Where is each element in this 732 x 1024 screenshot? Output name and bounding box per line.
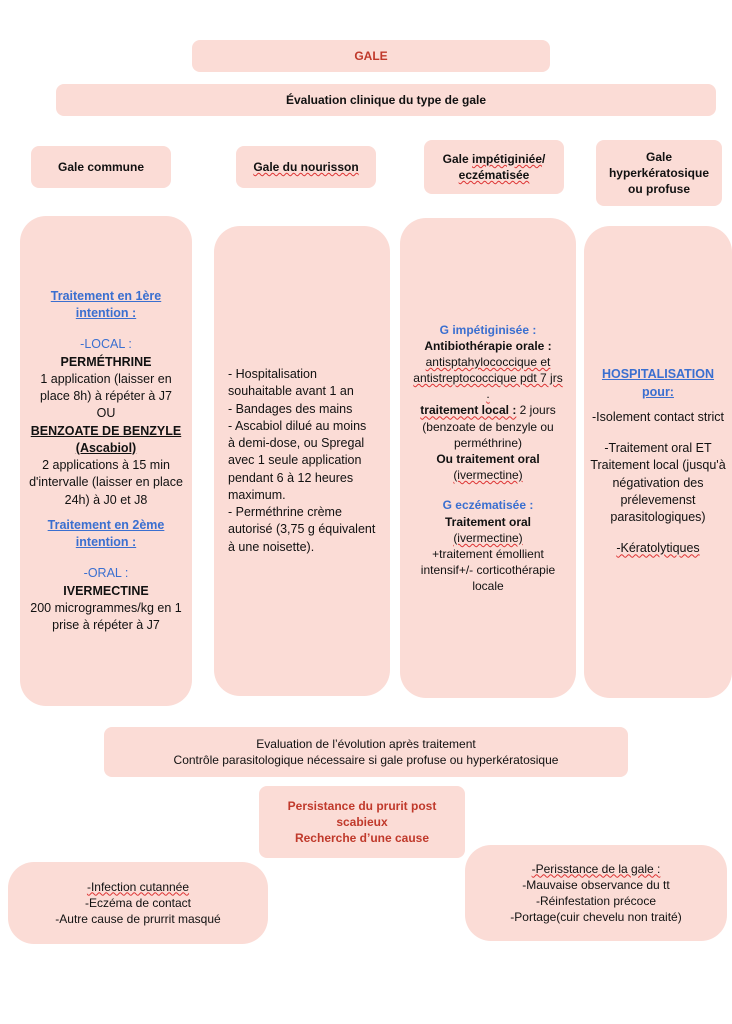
causes-right-line-2: -Mauvaise observance du tt xyxy=(522,877,670,892)
type-hyper-label: Gale hyperkératosique ou profuse xyxy=(608,149,710,197)
hyper-line-1: -Isolement contact strict xyxy=(592,409,724,424)
causes-left-box xyxy=(8,862,268,944)
commune-permethrine-dose: 1 application (laisser en place 8h) à répéter à J7 xyxy=(39,371,173,403)
hyper-heading: HOSPITALISATION pour: xyxy=(601,367,715,399)
eczema-oral-label: Traitement oral xyxy=(444,514,532,529)
impetigo-local-duration: 2 jours xyxy=(519,403,556,418)
commune-ou: OU xyxy=(96,406,116,421)
impetigo-oral-label: Ou traitement oral xyxy=(436,452,540,466)
commune-first-line-heading: Traitement en 1ère intention : xyxy=(50,288,162,320)
commune-benzoate-dose: 2 applications à 15 min d'intervalle (laisser en place 24h) à J0 et J8 xyxy=(29,458,183,507)
commune-benzoate: BENZOATE DE BENZYLE (Ascabiol) xyxy=(30,423,182,455)
impetigo-local-label: traitement local : xyxy=(420,403,517,418)
type-impetigo-label: Gale impétiginiée/ eczématisée xyxy=(442,151,546,182)
evaluation-line-2: Contrôle parasitologique nécessaire si gale profuse ou hyperkératosique xyxy=(173,753,559,767)
impetigo-local-detail: (benzoate de benzyle ou perméthrine) xyxy=(422,419,554,450)
nourisson-line-3: - Ascabiol dilué au moins à demi-dose, ou Spregal avec 1 seule application pendant 6 à 12 heures maximum. xyxy=(228,418,367,502)
impetigo-antibio-detail: antisptahylococcique et antistreptococcique pdt 7 jrs . xyxy=(413,354,563,402)
nourisson-line-1: - Hospitalisation souhaitable avant 1 an xyxy=(228,367,354,399)
impetigo-heading: G impétiginisée : xyxy=(439,322,537,337)
title-box xyxy=(192,40,550,72)
causes-left-line-1: -Infection cutannée xyxy=(86,879,190,894)
commune-ivermectine-dose: 200 microgrammes/kg en 1 prise à répéter à J7 xyxy=(30,600,182,632)
evaluation-line-1: Evaluation de l’évolution après traitement xyxy=(256,736,476,751)
page-title: GALE xyxy=(354,48,388,63)
hyper-line-3: -Kératolytiques xyxy=(616,541,700,556)
persistance-line-2: Recherche d’une cause xyxy=(294,831,430,846)
nourisson-line-4: - Perméthrine crème autorisé (3,75 g équivalent à une noisette). xyxy=(228,505,376,554)
hyper-treatment-box xyxy=(584,226,732,698)
commune-permethrine: PERMÉTHRINE xyxy=(60,354,152,369)
type-nourisson-label: Gale du nourisson xyxy=(253,159,359,174)
page-subtitle: Évaluation clinique du type de gale xyxy=(285,92,487,107)
commune-ivermectine: IVERMECTINE xyxy=(63,583,149,598)
impetigo-treatment-box xyxy=(400,218,576,698)
hyper-line-2: -Traitement oral ET Traitement local (jusqu'à négativation des prélevemenst parasitologiques) xyxy=(590,441,726,525)
eczema-extra: +traitement émollient intensif+/- corticothérapie locale xyxy=(420,546,556,594)
commune-local-label: -LOCAL : xyxy=(80,337,132,352)
causes-right-box xyxy=(465,845,727,941)
type-nourisson-box xyxy=(236,146,376,188)
eczema-heading: G eczématisée : xyxy=(442,498,534,513)
impetigo-antibio: Antibiothérapie orale : xyxy=(424,338,552,353)
impetigo-oral-detail: (ivermectine) xyxy=(453,468,523,483)
nourisson-line-2: - Bandages des mains xyxy=(228,401,353,416)
type-commune-box xyxy=(31,146,171,188)
commune-second-line-heading: Traitement en 2ème intention : xyxy=(47,517,165,549)
nourisson-treatment-box xyxy=(214,226,390,696)
causes-left-line-3: -Autre cause de prurrit masqué xyxy=(55,912,221,927)
causes-right-line-1: -Perisstance de la gale : xyxy=(531,861,661,876)
causes-left-line-2: -Eczéma de contact xyxy=(84,895,192,910)
eczema-oral-detail: (ivermectine) xyxy=(453,530,523,545)
commune-treatment-box xyxy=(20,216,192,706)
causes-right-line-4: -Portage(cuir chevelu non traité) xyxy=(510,910,682,925)
persistance-box xyxy=(259,786,465,858)
type-hyper-box xyxy=(596,140,722,206)
type-impetigo-box xyxy=(424,140,564,194)
subtitle-box xyxy=(56,84,716,116)
evaluation-box xyxy=(104,727,628,777)
persistance-line-1: Persistance du prurit post scabieux xyxy=(287,798,437,829)
causes-right-line-3: -Réinfestation précoce xyxy=(535,894,657,908)
commune-oral-label: -ORAL : xyxy=(83,566,129,581)
type-commune-label: Gale commune xyxy=(57,159,145,174)
